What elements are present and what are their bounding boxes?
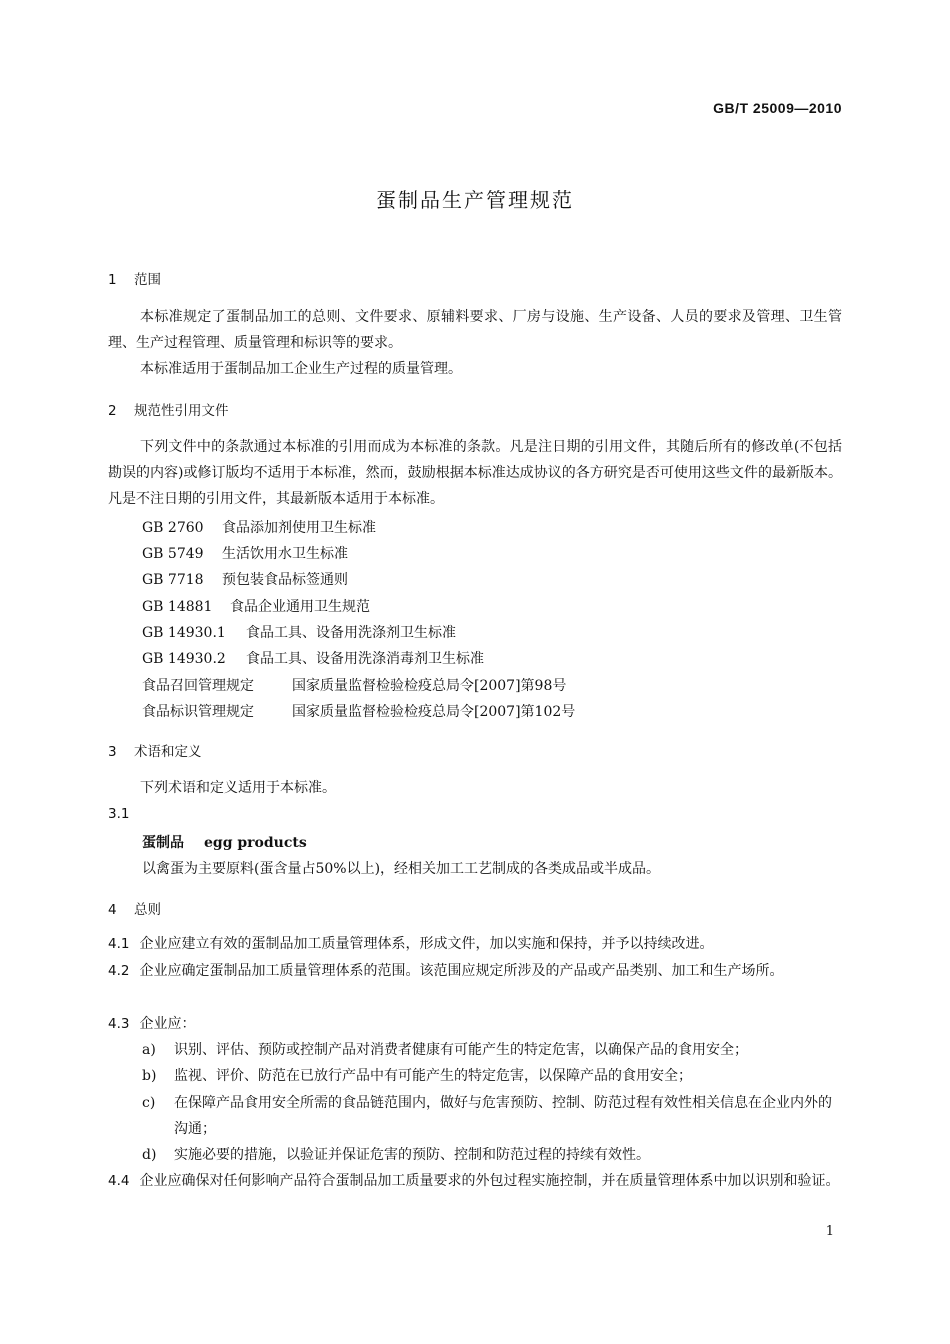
list-item-label: b): [142, 1068, 157, 1084]
reference-item: [142, 543, 348, 563]
reference-name: 国家质量监督检验检疫总局令[2007]第98号: [292, 678, 567, 694]
standard-number: GB/T 25009—2010: [713, 100, 842, 116]
section-2-heading: [108, 399, 229, 419]
section-number: 4: [108, 902, 117, 918]
subclause-number: 3.1: [108, 806, 130, 822]
section-number: 2: [108, 403, 117, 419]
clause-number: 4.3: [108, 1016, 130, 1032]
reference-item: [142, 701, 575, 721]
section-4-heading: [108, 898, 161, 918]
clause-4-4: [108, 1168, 842, 1194]
reference-item: [142, 569, 348, 589]
clause-4-2: [108, 958, 842, 984]
reference-name: 生活饮用水卫生标准: [222, 546, 348, 562]
clause-4-1: [108, 931, 842, 957]
clause-text: 企业应建立有效的蛋制品加工质量管理体系，形成文件，加以实施和保持，并予以持续改进。: [139, 936, 714, 952]
term-entry: [142, 832, 307, 852]
clause-number: 4.1: [108, 936, 130, 952]
reference-code: GB 14881: [142, 599, 213, 615]
section-1-paragraph-2: 本标准适用于蛋制品加工企业生产过程的质量管理。: [140, 361, 462, 377]
reference-name: 食品添加剂使用卫生标准: [222, 520, 376, 536]
list-item-text: 监视、评价、防范在已放行产品中有可能产生的特定危害，以保障产品的食用安全；: [174, 1068, 692, 1084]
reference-code: GB 14930.2: [142, 651, 226, 667]
list-item: [142, 1090, 842, 1142]
list-item: [142, 1037, 842, 1063]
reference-item: [142, 517, 376, 537]
list-item-text: 识别、评估、预防或控制产品对消费者健康有可能产生的特定危害，以确保产品的食用安全；: [174, 1042, 748, 1058]
reference-name: 预包装食品标签通则: [222, 572, 348, 588]
section-2-paragraph-1: 下列文件中的条款通过本标准的引用而成为本标准的条款。凡是注日期的引用文件，其随后所有的修改单(不包括勘误的内容)或修订版均不适用于本标准，然而，鼓励根据本标准达成协议的各方研究是否可使用这些文件的最新版本。凡是不注日期的引用文件，其最新版本适用于本标准。: [108, 439, 842, 507]
reference-item: [142, 596, 370, 616]
reference-code: GB 7718: [142, 572, 204, 588]
list-item-label: a): [142, 1042, 156, 1058]
clause-text: 企业应确定蛋制品加工质量管理体系的范围。该范围应规定所涉及的产品或产品类别、加工和生产场所。: [139, 963, 784, 979]
reference-item: [142, 622, 456, 642]
page-number: 1: [825, 1224, 834, 1239]
section-title: 总则: [134, 902, 161, 918]
clause-number: 4.4: [108, 1173, 130, 1189]
list-item-label: d): [142, 1147, 157, 1163]
reference-code: GB 5749: [142, 546, 204, 562]
clause-4-3: [108, 1011, 842, 1037]
term-chinese: 蛋制品: [142, 835, 184, 851]
reference-code: GB 14930.1: [142, 625, 226, 641]
section-title: 范围: [134, 272, 161, 288]
term-english: egg products: [204, 835, 307, 851]
list-item-text: 实施必要的措施，以验证并保证危害的预防、控制和防范过程的持续有效性。: [174, 1147, 650, 1163]
reference-code: 食品标识管理规定: [142, 704, 254, 720]
list-item: [142, 1142, 842, 1168]
reference-name: 食品企业通用卫生规范: [230, 599, 370, 615]
reference-code: GB 2760: [142, 520, 204, 536]
reference-name: 食品工具、设备用洗涤消毒剂卫生标准: [246, 651, 484, 667]
reference-item: [142, 648, 484, 668]
section-1-heading: [108, 268, 161, 288]
section-number: 1: [108, 272, 117, 288]
reference-code: 食品召回管理规定: [142, 678, 254, 694]
section-1-paragraph-1: 本标准规定了蛋制品加工的总则、文件要求、原辅料要求、厂房与设施、生产设备、人员的要求及管理、卫生管理、生产过程管理、质量管理和标识等的要求。: [108, 309, 842, 351]
clause-text: 企业应确保对任何影响产品符合蛋制品加工质量要求的外包过程实施控制，并在质量管理体系中加以识别和验证。: [139, 1173, 840, 1189]
reference-item: [142, 675, 566, 695]
document-title: 蛋制品生产管理规范: [376, 188, 574, 212]
term-definition: 以禽蛋为主要原料(蛋含量占50%以上)，经相关加工工艺制成的各类成品或半成品。: [142, 861, 661, 877]
list-item: [142, 1063, 842, 1089]
section-3-heading: [108, 740, 202, 760]
section-3-paragraph-1: 下列术语和定义适用于本标准。: [140, 780, 336, 796]
section-number: 3: [108, 744, 117, 760]
reference-name: 国家质量监督检验检疫总局令[2007]第102号: [292, 704, 576, 720]
clause-text: 企业应：: [139, 1016, 196, 1032]
clause-number: 4.2: [108, 963, 130, 979]
list-item-text: 在保障产品食用安全所需的食品链范围内，做好与危害预防、控制、防范过程有效性相关信息在企业内外的沟通；: [174, 1095, 832, 1137]
section-title: 规范性引用文件: [134, 403, 229, 419]
section-title: 术语和定义: [134, 744, 202, 760]
list-item-label: c): [142, 1095, 156, 1111]
reference-name: 食品工具、设备用洗涤剂卫生标准: [246, 625, 456, 641]
